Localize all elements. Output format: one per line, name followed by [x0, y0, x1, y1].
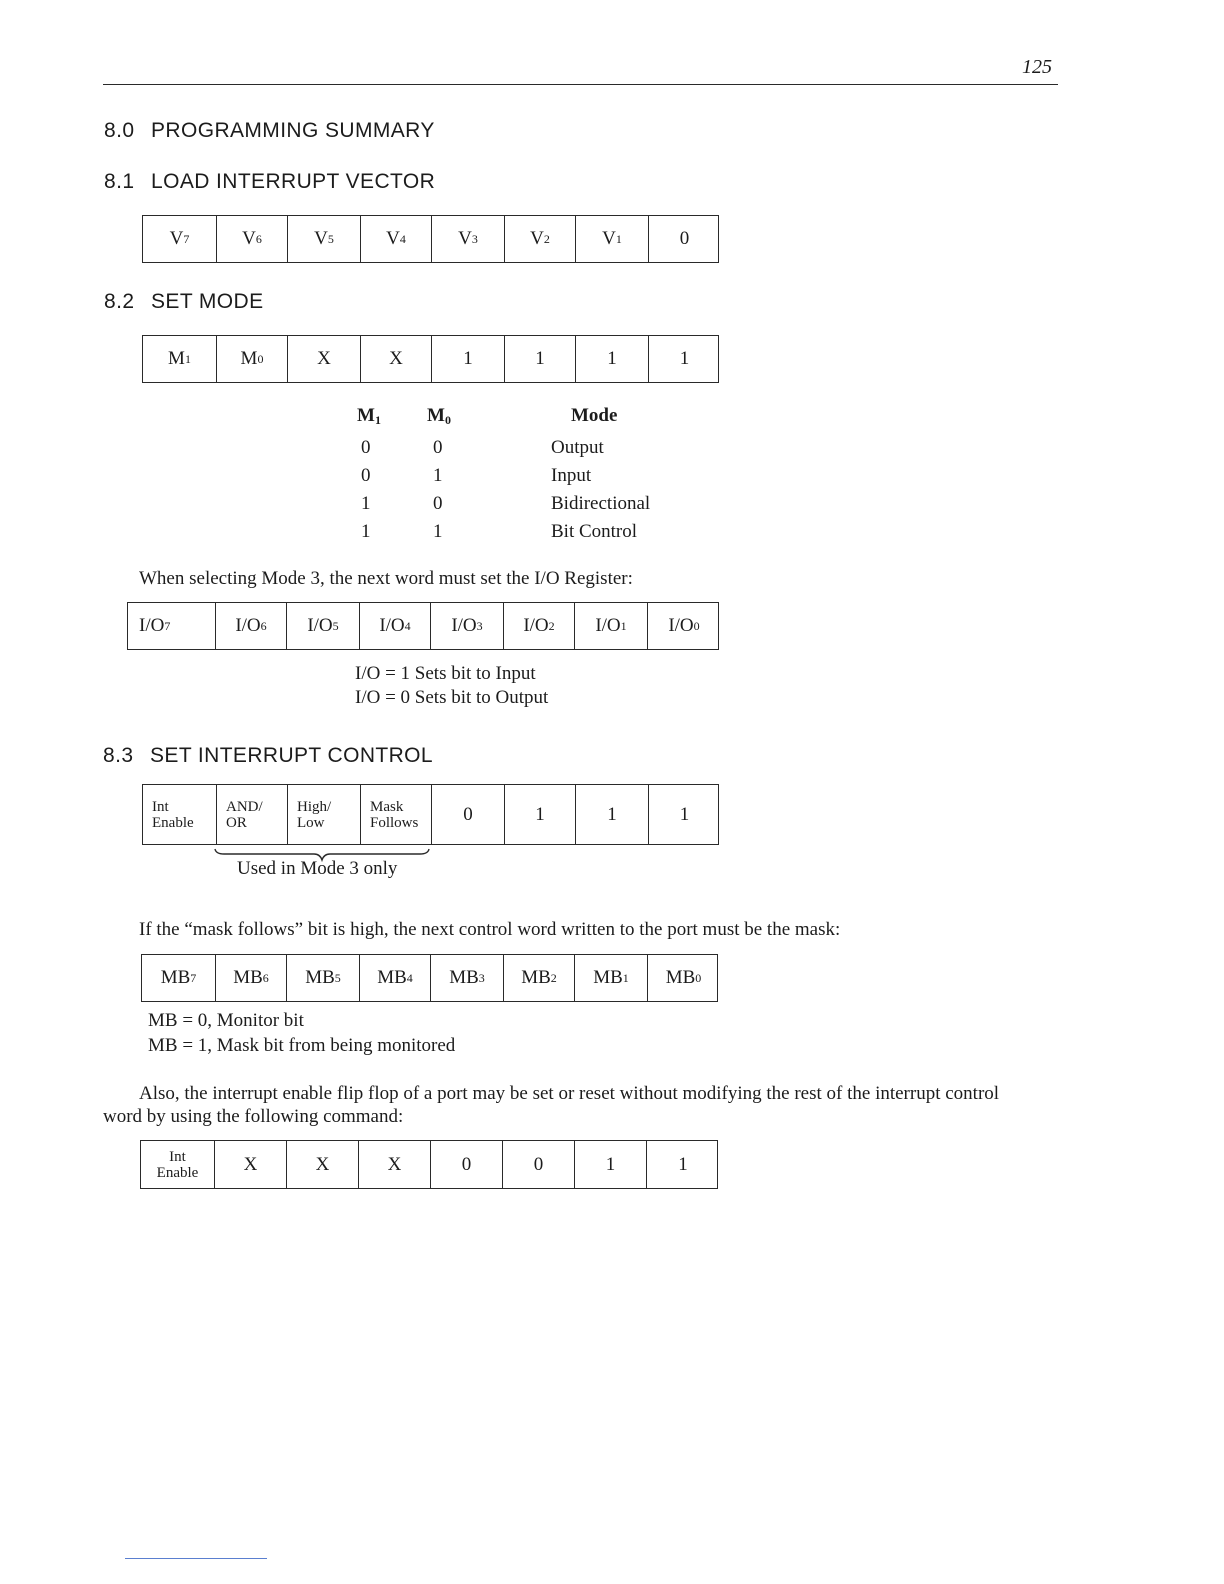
register-bit-cell: M 0: [216, 336, 287, 382]
register-bit-cell: 1: [575, 336, 648, 382]
register-bit-cell: V 3: [431, 216, 504, 262]
register-bit-cell: X: [214, 1141, 286, 1188]
section-title: SET INTERRUPT CONTROL: [150, 744, 433, 767]
register-bit-cell: V 2: [504, 216, 575, 262]
header-mode: Mode: [571, 405, 618, 426]
register-bit-cell: MB 3: [430, 955, 503, 1001]
io-note-output: I/O = 0 Sets bit to Output: [355, 687, 549, 708]
register-bit-cell: I/O 7: [139, 615, 171, 636]
register-bit-cell: V 6: [216, 216, 287, 262]
io-register: [127, 602, 719, 650]
section-8-2-heading: [104, 290, 264, 314]
register-bit-cell: V 4: [360, 216, 431, 262]
enable-note-line1: Also, the interrupt enable flip flop of a port may be set or reset without modifying the rest of the interrupt control: [139, 1083, 1000, 1104]
register-bit-cell: MB 4: [359, 955, 430, 1001]
register-bit-cell: 1: [575, 785, 648, 844]
section-title: LOAD INTERRUPT VECTOR: [151, 170, 436, 193]
register-bit-cell: X: [358, 1141, 430, 1188]
register-bit-cell: 1: [504, 785, 575, 844]
section-8-3-heading: [103, 744, 433, 768]
register-bit-cell: 1: [648, 785, 720, 844]
mask-note-masked: MB = 1, Mask bit from being monitored: [148, 1035, 456, 1056]
mode3-note: When selecting Mode 3, the next word must set the I/O Register:: [139, 568, 633, 589]
header-rule: [103, 84, 1058, 85]
register-bit-cell: 0: [648, 216, 720, 262]
mask-note-monitor: MB = 0, Monitor bit: [148, 1010, 304, 1031]
register-bit-cell: 0: [431, 785, 504, 844]
header-m1: $M_1$: [357, 405, 381, 427]
footer-line: [125, 1558, 267, 1559]
register-bit-cell: V 1: [575, 216, 648, 262]
mask-follows-note: If the “mask follows” bit is high, the next control word written to the port must be the mask:: [139, 919, 841, 940]
enable-note-line2: word by using the following command:: [103, 1106, 404, 1127]
page-number: 125: [1022, 56, 1052, 78]
section-title: SET MODE: [151, 290, 264, 313]
register-bit-cell: MB 7: [160, 967, 197, 988]
mask-register: [141, 954, 718, 1002]
io-note-input: I/O = 1 Sets bit to Input: [355, 663, 536, 684]
register-bit-cell: 1: [648, 336, 720, 382]
section-number: 8.1: [104, 170, 135, 193]
register-bit-cell: X: [360, 336, 431, 382]
section-title: PROGRAMMING SUMMARY: [151, 119, 435, 142]
section-8-1-heading: [104, 170, 435, 194]
register-bit-cell: MB 0: [647, 955, 719, 1001]
interrupt-control-register: [142, 784, 719, 845]
register-bit-cell: 1: [431, 336, 504, 382]
register-bit-cell: AND/ OR: [216, 785, 287, 844]
register-bit-cell: MB 2: [503, 955, 574, 1001]
register-bit-cell: X: [286, 1141, 358, 1188]
register-bit-cell: M 1: [168, 348, 191, 369]
section-number: 8.0: [104, 119, 135, 142]
register-bit-cell: I/O 0: [647, 603, 720, 649]
register-bit-cell: V 7: [169, 228, 190, 249]
register-bit-cell: I/O 1: [574, 603, 647, 649]
register-bit-cell: 1: [646, 1141, 719, 1188]
register-bit-cell: I/O 4: [359, 603, 430, 649]
register-bit-cell: I/O 6: [215, 603, 286, 649]
register-bit-cell: High/ Low: [287, 785, 360, 844]
used-in-mode3-label: Used in Mode 3 only: [237, 858, 398, 879]
register-bit-cell: 1: [574, 1141, 646, 1188]
interrupt-enable-register: [140, 1140, 718, 1189]
register-bit-cell: 1: [504, 336, 575, 382]
register-bit-cell: Int Enable: [156, 1148, 199, 1181]
register-bit-cell: MB 1: [574, 955, 647, 1001]
register-bit-cell: MB 5: [286, 955, 359, 1001]
section-number: 8.2: [104, 290, 135, 313]
register-bit-cell: Int Enable: [152, 798, 194, 831]
register-bit-cell: 0: [430, 1141, 502, 1188]
interrupt-vector-register: [142, 215, 719, 263]
set-mode-register: [142, 335, 719, 383]
register-bit-cell: V 5: [287, 216, 360, 262]
register-bit-cell: I/O 2: [503, 603, 574, 649]
register-bit-cell: X: [287, 336, 360, 382]
header-m0: $M_0$: [427, 405, 451, 427]
register-bit-cell: I/O 5: [286, 603, 359, 649]
register-bit-cell: MB 6: [215, 955, 286, 1001]
register-bit-cell: I/O 3: [430, 603, 503, 649]
register-bit-cell: Mask Follows: [360, 785, 431, 844]
register-bit-cell: 0: [502, 1141, 574, 1188]
section-8-0-heading: [104, 119, 435, 143]
section-number: 8.3: [103, 744, 134, 767]
